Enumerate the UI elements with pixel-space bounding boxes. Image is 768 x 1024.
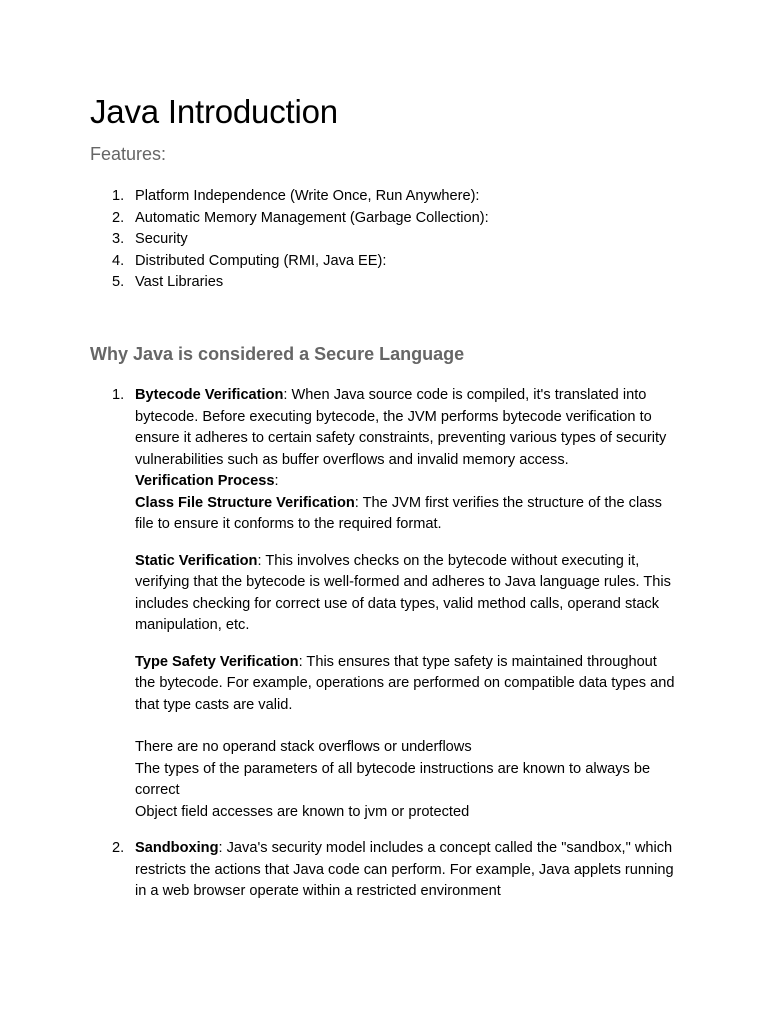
list-item <box>90 385 680 823</box>
list-item <box>90 229 680 251</box>
bytecode-verification-paragraph <box>135 385 680 471</box>
list-item <box>90 208 680 230</box>
document-page <box>90 92 680 899</box>
secure-language-heading: Why Java is considered a Secure Language <box>90 344 465 364</box>
list-item <box>90 272 680 294</box>
type-safety-verification-label: Type Safety Verification <box>135 653 299 670</box>
note-line: Object field accesses are known to jvm or protected <box>135 803 470 820</box>
bytecode-verification-text: : When Java source code is compiled, it's translated into bytecode. Before executing bytecode, the JVM performs bytecode verification to ensure it adheres to certain safety constraints, preventing various types of security vulnerabilities such as buffer overflows and invalid memory access. <box>135 387 667 468</box>
type-safety-verification-paragraph <box>135 652 680 717</box>
static-verification-text: : This involves checks on the bytecode without executing it, verifying that the bytecode is well-formed and adheres to Java language rules. This includes checking for correct use of data types, valid method calls, operand stack manipulation, etc. <box>135 552 671 633</box>
sandboxing-label: Sandboxing <box>135 840 219 856</box>
static-verification-paragraph <box>135 551 680 637</box>
note-line: The types of the parameters of all bytecode instructions are known to always be correct <box>135 760 651 798</box>
list-number: 2. <box>112 840 125 856</box>
list-item <box>90 838 680 903</box>
features-list <box>90 186 680 294</box>
feature-text: Automatic Memory Management (Garbage Collection): <box>135 209 489 226</box>
list-number: 5. <box>112 274 125 290</box>
list-number: 3. <box>112 231 125 247</box>
list-number: 1. <box>112 387 125 403</box>
feature-text: Security <box>135 231 188 247</box>
list-number: 2. <box>112 209 125 226</box>
static-verification-label: Static Verification <box>135 552 258 569</box>
type-safety-verification-text: : This ensures that type safety is maintained throughout the bytecode. For example, operations are performed on compatible data types and that type casts are valid. <box>135 653 675 713</box>
class-file-verification-paragraph <box>135 493 680 536</box>
list-number: 1. <box>112 188 125 204</box>
list-item <box>90 186 680 208</box>
features-heading: Features: <box>90 144 167 164</box>
feature-text: Platform Independence (Write Once, Run Anywhere): <box>135 188 480 204</box>
list-number: 4. <box>112 252 125 269</box>
sandboxing-paragraph <box>135 838 680 903</box>
bytecode-verification-label: Bytecode Verification <box>135 387 284 403</box>
verification-process-label: Verification Process <box>135 473 275 489</box>
feature-text: Distributed Computing (RMI, Java EE): <box>135 252 387 269</box>
feature-text: Vast Libraries <box>135 274 224 290</box>
list-item <box>90 251 680 273</box>
secure-reasons-list <box>90 385 680 903</box>
class-file-verification-text: : The JVM first verifies the structure of the class file to ensure it conforms to the required format. <box>135 494 662 532</box>
page-title: Java Introduction <box>90 93 338 130</box>
sandboxing-text: : Java's security model includes a concept called the "sandbox," which restricts the actions that Java code can perform. For example, Java applets running in a web browser operate within a restricted environment <box>135 840 674 899</box>
verification-process-suffix: : <box>274 473 279 489</box>
note-line: There are no operand stack overflows or underflows <box>135 739 472 755</box>
verification-process-paragraph <box>135 471 680 493</box>
class-file-verification-label: Class File Structure Verification <box>135 494 355 511</box>
